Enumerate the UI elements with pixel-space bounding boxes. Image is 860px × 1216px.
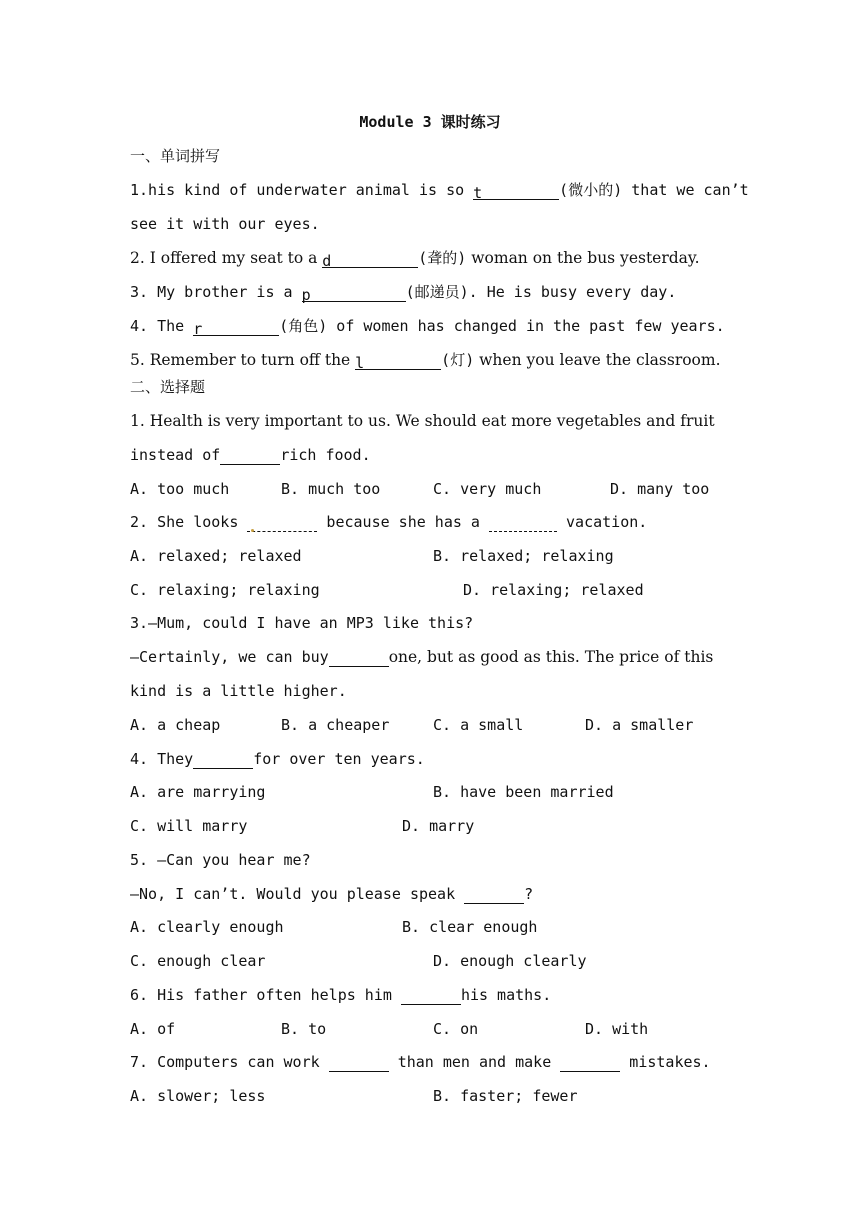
- question-text: than men and make: [388, 1053, 561, 1071]
- choice-question-7: [130, 1052, 711, 1072]
- first-letter: r: [193, 320, 203, 338]
- option-d: D. many too: [610, 480, 710, 498]
- question-text: one, but as good as this. The price of this: [388, 648, 714, 666]
- answer-blank: [220, 448, 280, 465]
- choice-question-3-line1: 3.—Mum, could I have an MP3 like this?: [130, 614, 474, 632]
- option-d: D. a smaller: [585, 716, 694, 734]
- question-text: 7. Computers can work: [130, 1053, 329, 1071]
- option-a: A. slower; less: [130, 1087, 266, 1105]
- option-b: B. a cheaper: [281, 716, 390, 734]
- option-a: A. of: [130, 1020, 176, 1038]
- spelling-question-5: [130, 350, 721, 370]
- question-text: 5. Remember to turn off the: [130, 351, 356, 369]
- question-text: 2. She looks: [130, 513, 248, 531]
- first-letter: l: [355, 354, 365, 372]
- choice-question-5-line1: 5. —Can you hear me?: [130, 851, 311, 869]
- question-text: ?: [524, 885, 534, 903]
- answer-blank: [193, 319, 279, 336]
- answer-blank: [322, 251, 418, 268]
- option-b: B. clear enough: [402, 918, 538, 936]
- first-letter: p: [301, 286, 311, 304]
- choice-question-5-line2: [130, 884, 533, 904]
- question-text: vacation.: [557, 513, 648, 531]
- answer-blank: [329, 1055, 389, 1072]
- question-text: instead of: [130, 446, 221, 464]
- chinese-hint: (邮递员): [405, 283, 469, 301]
- first-letter: d: [322, 252, 332, 270]
- choice-question-1-line2: [130, 445, 371, 465]
- choice-question-1-line1: 1. Health is very important to us. We should eat more vegetables and fruit: [130, 412, 715, 430]
- option-c: C. very much: [433, 480, 542, 498]
- option-c: C. relaxing; relaxing: [130, 581, 320, 599]
- spelling-question-1-line1: [130, 180, 749, 200]
- option-b: B. to: [281, 1020, 327, 1038]
- spelling-question-4: [130, 316, 725, 336]
- answer-blank: [473, 183, 559, 200]
- section-heading-spelling: 一、单词拼写: [130, 147, 221, 165]
- option-d: D. with: [585, 1020, 649, 1038]
- option-b: B. faster; fewer: [433, 1087, 578, 1105]
- spelling-question-1-line2: see it with our eyes.: [130, 215, 320, 233]
- question-text: 3. My brother is a: [130, 283, 302, 301]
- option-b: B. have been married: [433, 783, 614, 801]
- answer-blank: [401, 988, 461, 1005]
- question-text: because she has a: [317, 513, 489, 531]
- question-text: mistakes.: [620, 1053, 711, 1071]
- answer-blank: [560, 1055, 620, 1072]
- answer-blank: [489, 515, 557, 532]
- chinese-hint: (微小的): [559, 181, 623, 199]
- option-b: B. much too: [281, 480, 381, 498]
- answer-blank: [464, 887, 524, 904]
- answer-blank: [355, 353, 441, 370]
- chinese-hint: (聋的): [418, 249, 467, 267]
- option-d: D. enough clearly: [433, 952, 587, 970]
- question-text: 2. I offered my seat to a: [130, 249, 323, 267]
- answer-blank: [247, 515, 317, 532]
- question-text: . He is busy every day.: [468, 283, 677, 301]
- question-text: 1.his kind of underwater animal is so: [130, 181, 474, 199]
- option-d: D. marry: [402, 817, 475, 835]
- section-heading-multiple-choice: 二、选择题: [130, 378, 206, 396]
- question-text: 4. The: [130, 317, 194, 335]
- option-c: C. on: [433, 1020, 479, 1038]
- first-letter: t: [473, 184, 483, 202]
- spelling-question-2: [130, 248, 700, 268]
- option-a: A. a cheap: [130, 716, 221, 734]
- question-text: when you leave the classroom.: [474, 351, 721, 369]
- question-text: —No, I can’t. Would you please speak: [130, 885, 465, 903]
- choice-question-3-line3: kind is a little higher.: [130, 682, 347, 700]
- question-text: 4. They: [130, 750, 194, 768]
- option-c: C. a small: [433, 716, 524, 734]
- dot-mark: [251, 529, 254, 532]
- choice-question-3-line2: [130, 647, 713, 667]
- question-text: rich food.: [280, 446, 371, 464]
- option-a: A. relaxed; relaxed: [130, 547, 302, 565]
- answer-blank: [329, 650, 389, 667]
- choice-question-6: [130, 985, 551, 1005]
- question-text: —Certainly, we can buy: [130, 648, 329, 666]
- option-a: A. clearly enough: [130, 918, 284, 936]
- choice-question-4: [130, 749, 425, 769]
- question-text: his maths.: [460, 986, 552, 1004]
- question-text: for over ten years.: [253, 750, 425, 768]
- page-title: Module 3 课时练习: [359, 113, 501, 131]
- option-c: C. will marry: [130, 817, 248, 835]
- choice-question-2: [130, 512, 647, 532]
- question-text: of women has changed in the past few years.: [327, 317, 725, 335]
- question-text: woman on the bus yesterday.: [466, 249, 700, 267]
- question-text: that we can’t: [622, 181, 749, 199]
- chinese-hint: (灯): [441, 351, 475, 369]
- option-c: C. enough clear: [130, 952, 266, 970]
- option-d: D. relaxing; relaxed: [463, 581, 644, 599]
- option-b: B. relaxed; relaxing: [433, 547, 614, 565]
- option-a: A. too much: [130, 480, 230, 498]
- answer-blank: [302, 285, 406, 302]
- question-text: 6. His father often helps him: [130, 986, 401, 1004]
- option-a: A. are marrying: [130, 783, 266, 801]
- chinese-hint: (角色): [279, 317, 328, 335]
- spelling-question-3: [130, 282, 676, 302]
- answer-blank: [193, 752, 253, 769]
